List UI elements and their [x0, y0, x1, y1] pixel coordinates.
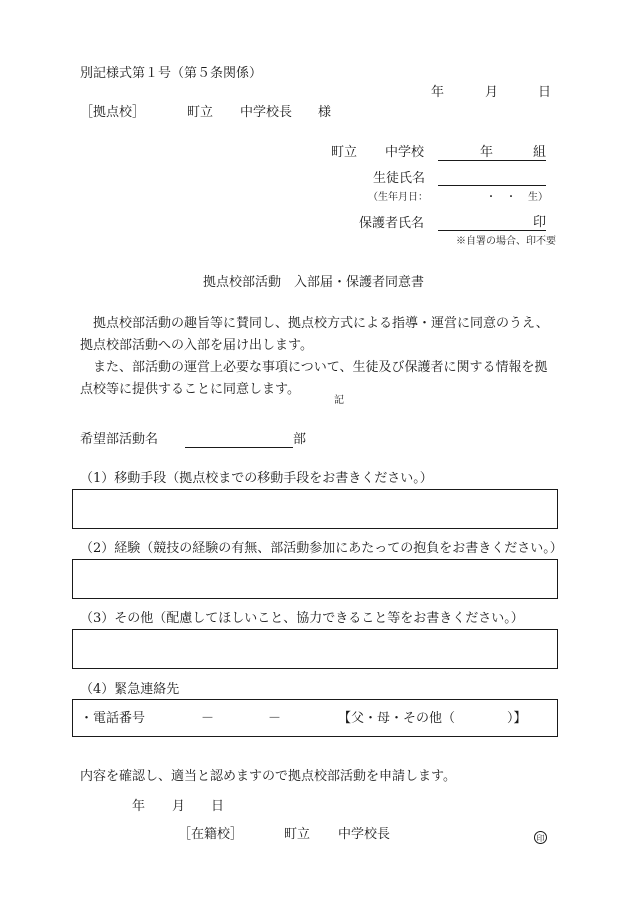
approval-month: 月 — [172, 799, 186, 814]
document-title: 拠点校部活動 入部届・保護者同意書 — [203, 275, 425, 290]
addressee-town: 町立 — [187, 105, 214, 120]
section-2-heading: （2）経験（競技の経験の有無、部活動参加にあたっての抱負をお書きください。） — [80, 541, 563, 556]
grade-label: 年 — [480, 145, 494, 160]
section-4-heading: （4）緊急連絡先 — [80, 682, 180, 697]
guardian-name-label: 保護者氏名 — [359, 216, 425, 231]
enrolled-school-town: 町立 — [284, 827, 311, 842]
principal-seal-mark — [534, 828, 547, 844]
addressee-honorific: 様 — [318, 105, 332, 120]
student-name-label: 生徒氏名 — [373, 171, 426, 186]
student-name-field[interactable] — [438, 185, 546, 186]
seal-note: ※自署の場合、印不要 — [456, 236, 556, 247]
applicant-school: 中学校 — [385, 145, 425, 160]
other-notes-field[interactable] — [72, 629, 558, 669]
applicant-town: 町立 — [331, 145, 358, 160]
phone-label: ・電話番号 — [80, 711, 146, 726]
birthdate-dots: ・ ・ — [486, 192, 516, 203]
approval-statement: 内容を確認し、適当と認めますので拠点校部活動を申請します。 — [80, 769, 456, 784]
ki-label: 記 — [334, 395, 344, 406]
addressee-bracket: ［拠点校］ — [80, 105, 146, 120]
consent-paragraphs — [80, 313, 560, 401]
section-1-heading: （1）移動手段（拠点校までの移動手段をお書きください。） — [80, 471, 433, 486]
date-month-label: 月 — [485, 85, 499, 100]
phone-dash-1: － — [201, 711, 215, 726]
approval-day: 日 — [211, 799, 225, 814]
enrolled-school-bracket: ［在籍校］ — [178, 827, 244, 842]
club-name-label: 希望部活動名 — [80, 432, 159, 447]
seal-icon: 印 — [534, 831, 547, 844]
transport-field[interactable] — [72, 489, 558, 529]
enrolled-school-principal: 中学校長 — [338, 827, 391, 842]
phone-dash-2: － — [268, 711, 282, 726]
relation-options: 【父・母・その他（ ）】 — [338, 711, 527, 726]
consent-paragraph-2: また、部活動の運営上必要な事項について、生徒及び保護者に関する情報を拠点校等に提供することに同意します。 — [80, 360, 548, 397]
date-day-label: 日 — [538, 85, 552, 100]
birthdate-label: （生年月日： — [368, 192, 428, 203]
club-suffix: 部 — [293, 432, 307, 447]
club-name-field[interactable] — [185, 447, 293, 448]
consent-paragraph-1: 拠点校部活動の趣旨等に賛同し、拠点校方式による指導・運営に同意のうえ、拠点校部活動への入部を届け出します。 — [80, 316, 549, 353]
emergency-contact-box[interactable] — [72, 699, 558, 737]
approval-year: 年 — [132, 799, 146, 814]
addressee-principal: 中学校長 — [240, 105, 293, 120]
grade-class-underline[interactable] — [438, 160, 546, 161]
guardian-seal-label: 印 — [533, 215, 547, 230]
class-label: 組 — [533, 145, 547, 160]
date-year-label: 年 — [431, 85, 445, 100]
section-3-heading: （3）その他（配慮してほしいこと、協力できること等をお書きください。） — [80, 611, 524, 626]
guardian-name-field[interactable] — [438, 230, 546, 231]
birthdate-close: 生） — [528, 192, 548, 203]
form-number: 別記様式第１号（第５条関係） — [80, 66, 263, 81]
experience-field[interactable] — [72, 559, 558, 599]
